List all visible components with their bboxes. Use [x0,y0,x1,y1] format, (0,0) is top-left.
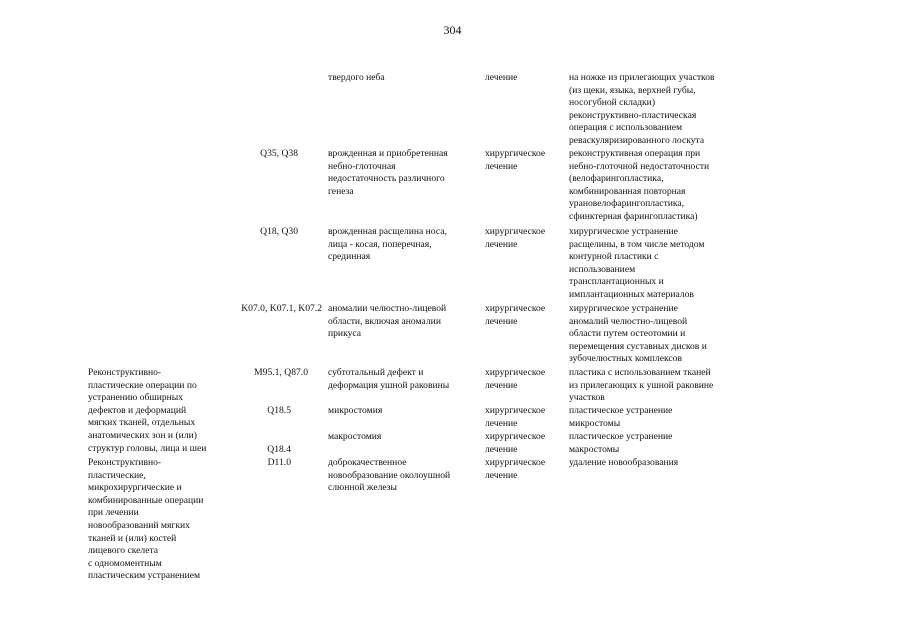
code-cell: Q18.4 [267,444,291,455]
method-cell: хирургическое устранение расщелины, в том числе методом контурной пластики с использованием трансплантационных и имплантационных материалов [569,226,705,300]
treatment-cell: хирургическое лечение [485,303,546,327]
code-cell: M95.1, Q87.0 [254,367,308,378]
code-cell: Q18, Q30 [260,226,298,237]
treatment-cell: хирургическое лечение [485,457,546,481]
code-cell: Q35, Q38 [260,148,298,159]
code-cell: Q18.5 [267,405,291,416]
method-cell: пластика с использованием тканей из прилегающих к ушной раковине участков [569,367,714,404]
disease-cell: аномалии челюстно-лицевой области, включая аномалии прикуса [328,303,447,340]
group-cell: Реконструктивно- пластические операции по устранению обширных дефектов и деформаций мягких тканей, отдельных анатомических зон и (или) структур головы, лица и шеи [88,367,207,454]
method-cell: пластическое устранение микростомы [569,405,673,429]
code-cell: D11.0 [267,457,291,468]
method-cell: на ножке из прилегающих участков (из щеки, языка, верхней губы, носогубной складки) реконструктивно-пластическая операция с использованием реваскуляризированного лоскута [569,72,715,146]
treatment-cell: лечение [485,72,518,83]
treatment-cell: хирургическое лечение [485,226,546,250]
treatment-cell: хирургическое лечение [485,405,546,429]
treatment-cell: хирургическое лечение [485,367,546,391]
treatment-cell: хирургическое лечение [485,431,546,455]
method-cell: пластическое устранение макростомы [569,431,673,455]
disease-cell: макростомия [328,431,382,442]
disease-cell: твердого неба [328,72,385,83]
disease-cell: микростомия [328,405,383,416]
page-number: 304 [443,23,462,37]
method-cell: удаление новообразования [569,457,679,468]
disease-cell: доброкачественное новообразование околоушной слюнной железы [328,457,451,494]
code-cell: K07.0, K07.1, K07.2 [241,303,322,314]
disease-cell: субтотальный дефект и деформация ушной раковины [328,367,450,391]
treatment-cell: хирургическое лечение [485,148,546,172]
group-cell: Реконструктивно- пластические, микрохирургические и комбинированные операции при лечении новообразований мягких тканей и (или) костей лицевого скелета с одномоментным пластическим устранением [88,457,204,582]
disease-cell: врожденная расщелина носа, лица - косая, поперечная, срединная [328,226,447,263]
method-cell: хирургическое устранение аномалий челюстно-лицевой области путем остеотомии и перемещения суставных дисков и зубочелюстных комплексов [569,303,707,365]
method-cell: реконструктивная операция при небно-глоточной недостаточности (велофарингопластика, комбинированная повторная урановелофарингопластика, сфинктерная фарингопластика) [569,148,710,222]
disease-cell: врожденная и приобретенная небно-глоточная недостаточность различного генеза [328,148,448,197]
